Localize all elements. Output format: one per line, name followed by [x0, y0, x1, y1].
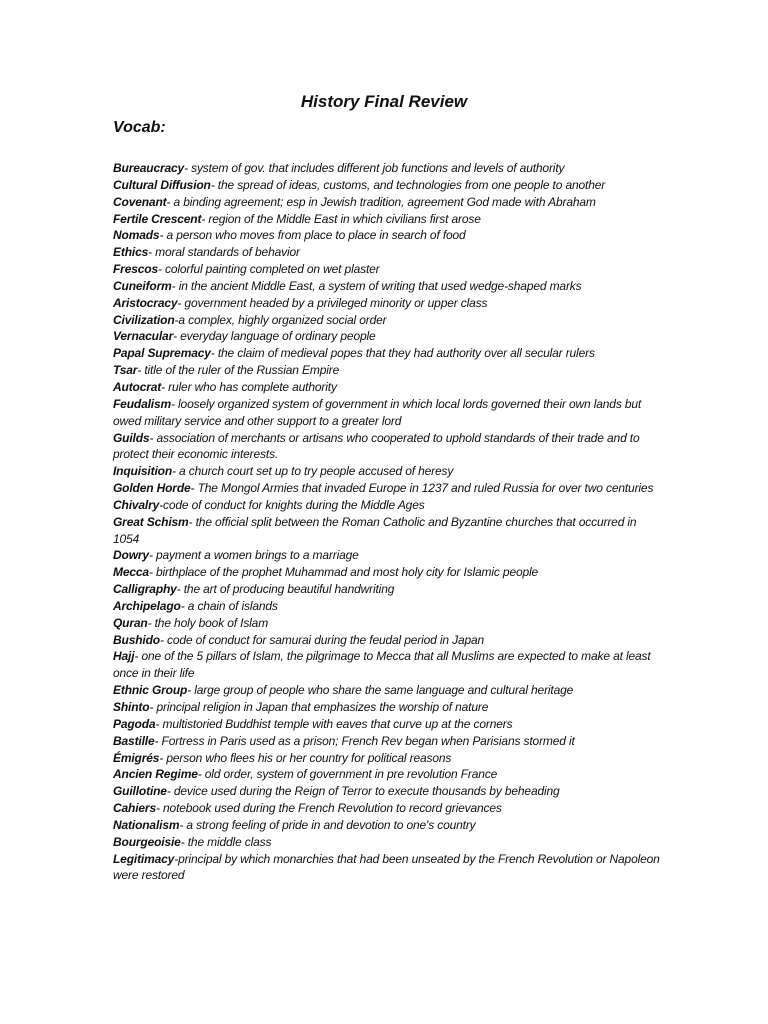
vocab-entry: [113, 834, 661, 851]
vocab-entry: [113, 716, 661, 733]
vocab-entry: [113, 227, 661, 244]
vocab-separator: -: [179, 817, 187, 832]
vocab-separator: -: [154, 733, 162, 748]
vocab-term: Ancien Regime: [113, 767, 198, 782]
vocab-definition: multistoried Buddhist temple with eaves that curve up at the corners: [162, 716, 513, 731]
vocab-separator: -: [177, 295, 185, 310]
vocab-term: Civilization: [113, 312, 175, 327]
vocab-definition: the claim of medieval popes that they had authority over all secular rulers: [217, 346, 595, 361]
vocab-term: Bureaucracy: [113, 161, 185, 175]
vocab-definition: Fortress in Paris used as a prison; French Rev began when Parisians stormed it: [161, 733, 575, 748]
vocab-definition: birthplace of the prophet Muhammad and most holy city for Islamic people: [155, 565, 539, 580]
vocab-entry: [113, 766, 661, 783]
vocab-term: Aristocracy: [113, 295, 178, 310]
vocab-separator: -: [149, 430, 157, 445]
vocab-definition: the art of producing beautiful handwriting: [183, 582, 395, 597]
vocab-separator: -: [174, 312, 179, 327]
section-heading-vocab: Vocab:: [113, 119, 166, 136]
vocab-entry: [113, 211, 661, 228]
vocab-definition: old order, system of government in pre revolution France: [204, 767, 498, 782]
vocab-separator: -: [184, 161, 192, 175]
vocab-separator: -: [161, 379, 169, 394]
vocab-term: Hajj: [113, 649, 135, 664]
vocab-term: Vernacular: [113, 329, 174, 344]
vocab-term: Archipelago: [113, 598, 181, 613]
vocab-term: Nomads: [113, 228, 160, 243]
vocab-term: Golden Horde: [113, 481, 191, 496]
vocab-separator: -: [147, 615, 155, 630]
vocab-separator: -: [148, 548, 156, 563]
vocab-separator: -: [190, 481, 198, 496]
vocab-entry: [113, 430, 661, 464]
vocab-definition: loosely organized system of government in which local lords governed their own lands but owed military service and other support to a greater lord: [113, 396, 642, 428]
vocab-definition: title of the ruler of the Russian Empire: [144, 363, 340, 378]
vocab-term: Émigrés: [113, 750, 160, 765]
vocab-term: Guilds: [113, 430, 150, 445]
vocab-definition: a church court set up to try people accused of heresy: [179, 464, 454, 479]
vocab-definition: notebook used during the French Revolution to record grievances: [163, 801, 502, 816]
vocab-entry: [113, 177, 661, 194]
vocab-entry: [113, 295, 661, 312]
vocab-separator: -: [149, 700, 157, 714]
vocab-term: Autocrat: [113, 379, 162, 394]
vocab-entry: [113, 817, 661, 834]
vocab-term: Pagoda: [113, 716, 156, 731]
vocab-separator: -: [134, 649, 142, 664]
vocab-term: Legitimacy: [113, 851, 175, 866]
vocab-separator: -: [159, 750, 167, 765]
vocab-term: Bourgeoisie: [113, 834, 181, 849]
vocab-definition: government headed by a privileged minority or upper class: [184, 295, 488, 310]
page-title: History Final Review: [300, 92, 468, 111]
vocab-definition: moral standards of behavior: [155, 245, 300, 260]
vocab-entry: [113, 851, 661, 885]
vocab-separator: -: [180, 834, 188, 849]
vocab-definition: colorful painting completed on wet plaster: [165, 262, 380, 277]
vocab-term: Tsar: [113, 363, 138, 378]
vocab-definition: the official split between the Roman Catholic and Byzantine churches that occurred in 1054: [113, 514, 637, 546]
vocab-definition: principal religion in Japan that emphasizes the worship of nature: [156, 700, 489, 714]
vocab-term: Great Schism: [113, 514, 189, 529]
vocab-term: Mecca: [113, 565, 149, 580]
vocab-entry: [113, 480, 661, 497]
vocab-definition: in the ancient Middle East, a system of writing that used wedge-shaped marks: [178, 278, 582, 293]
vocab-term: Fertile Crescent: [113, 211, 202, 226]
vocab-definition: code of conduct for knights during the Middle Ages: [163, 497, 425, 512]
vocab-separator: -: [176, 582, 184, 597]
vocab-list: [113, 160, 661, 884]
vocab-entry: [113, 547, 661, 564]
vocab-term: Covenant: [113, 194, 167, 209]
vocab-entry: [113, 699, 661, 716]
vocab-entry: [113, 362, 661, 379]
vocab-separator: -: [166, 784, 174, 799]
vocab-term: Feudalism: [113, 396, 171, 411]
vocab-separator: -: [174, 851, 179, 866]
vocab-entry: [113, 598, 661, 615]
vocab-term: Chivalry: [113, 497, 160, 512]
vocab-separator: -: [171, 396, 179, 411]
vocab-entry: [113, 244, 661, 261]
vocab-entry: [113, 800, 661, 817]
vocab-entry: [113, 396, 661, 430]
vocab-separator: -: [155, 716, 163, 731]
vocab-definition: person who flees his or her country for political reasons: [166, 750, 452, 765]
vocab-entry: [113, 497, 661, 514]
vocab-definition: The Mongol Armies that invaded Europe in 1237 and ruled Russia for over two centuries: [197, 481, 654, 496]
vocab-definition: ruler who has complete authority: [168, 379, 337, 394]
vocab-definition: large group of people who share the same language and cultural heritage: [194, 683, 574, 698]
vocab-term: Nationalism: [113, 817, 180, 832]
vocab-definition: principal by which monarchies that had been unseated by the French Revolution or Napoleon were restored: [113, 851, 660, 883]
vocab-separator: -: [188, 514, 196, 529]
vocab-definition: a complex, highly organized social order: [178, 312, 387, 327]
vocab-separator: -: [210, 346, 218, 361]
vocab-entry: [113, 514, 661, 548]
vocab-definition: code of conduct for samurai during the feudal period in Japan: [166, 632, 485, 647]
vocab-definition: a chain of islands: [187, 598, 278, 613]
vocab-term: Cultural Diffusion: [113, 177, 211, 192]
vocab-definition: region of the Middle East in which civilians first arose: [208, 211, 481, 226]
vocab-definition: device used during the Reign of Terror to execute thousands by beheading: [173, 784, 560, 799]
vocab-separator: -: [180, 598, 188, 613]
vocab-term: Calligraphy: [113, 582, 177, 597]
vocab-term: Shinto: [113, 700, 150, 714]
vocab-term: Inquisition: [113, 464, 173, 479]
vocab-term: Cuneiform: [113, 278, 172, 293]
vocab-term: Bastille: [113, 733, 155, 748]
vocab-term: Cahiers: [113, 801, 156, 816]
vocab-definition: association of merchants or artisans who cooperated to uphold standards of their trade and to protect their economic interests.: [113, 430, 640, 462]
vocab-entry: [113, 261, 661, 278]
vocab-entry: [113, 379, 661, 396]
vocab-term: Ethics: [113, 245, 149, 260]
vocab-term: Guillotine: [113, 784, 167, 799]
vocab-separator: -: [201, 211, 209, 226]
vocab-separator: -: [137, 363, 145, 378]
vocab-separator: -: [171, 278, 179, 293]
vocab-separator: -: [157, 262, 166, 277]
vocab-definition: payment a women brings to a marriage: [155, 548, 359, 563]
vocab-separator: -: [172, 464, 180, 479]
vocab-term: Quran: [113, 615, 148, 630]
vocab-definition: one of the 5 pillars of Islam, the pilgrimage to Mecca that all Muslims are expected to make at least once in their life: [113, 649, 651, 681]
vocab-term: Frescos: [113, 262, 158, 277]
vocab-entry: [113, 194, 661, 211]
vocab-definition: the middle class: [187, 834, 272, 849]
vocab-term: Ethnic Group: [113, 683, 188, 698]
vocab-entry: [113, 682, 661, 699]
vocab-separator: -: [166, 194, 174, 209]
vocab-separator: -: [187, 683, 195, 698]
vocab-entry: [113, 328, 661, 345]
vocab-separator: -: [210, 177, 218, 192]
vocab-entry: [113, 632, 661, 649]
vocab-definition: system of gov. that includes different job functions and levels of authority: [191, 161, 565, 175]
vocab-separator: -: [159, 228, 167, 243]
vocab-separator: -: [197, 767, 205, 782]
vocab-definition: a strong feeling of pride in and devotion to one's country: [186, 817, 476, 832]
vocab-definition: everyday language of ordinary people: [180, 329, 376, 344]
vocab-entry: [113, 615, 661, 632]
vocab-entry: [113, 733, 661, 750]
vocab-entry: [113, 581, 661, 598]
vocab-term: Papal Supremacy: [113, 346, 211, 361]
vocab-entry: [113, 564, 661, 581]
vocab-definition: the holy book of Islam: [154, 615, 269, 630]
vocab-separator: -: [159, 632, 167, 647]
vocab-separator: -: [173, 329, 181, 344]
vocab-term: Dowry: [113, 548, 149, 563]
vocab-entry: [113, 648, 661, 682]
vocab-definition: the spread of ideas, customs, and technologies from one people to another: [217, 177, 606, 192]
vocab-separator: -: [148, 245, 156, 260]
vocab-entry: [113, 278, 661, 295]
vocab-entry: [113, 783, 661, 800]
vocab-entry: [113, 160, 661, 177]
vocab-entry: [113, 750, 661, 767]
vocab-definition: a binding agreement; esp in Jewish tradition, agreement God made with Abraham: [173, 194, 596, 209]
vocab-entry: [113, 312, 661, 329]
vocab-separator: -: [159, 497, 164, 512]
vocab-separator: -: [148, 565, 156, 580]
vocab-entry: [113, 463, 661, 480]
vocab-term: Bushido: [113, 632, 160, 647]
vocab-definition: a person who moves from place to place in search of food: [166, 228, 466, 243]
vocab-separator: -: [155, 801, 164, 816]
vocab-entry: [113, 345, 661, 362]
